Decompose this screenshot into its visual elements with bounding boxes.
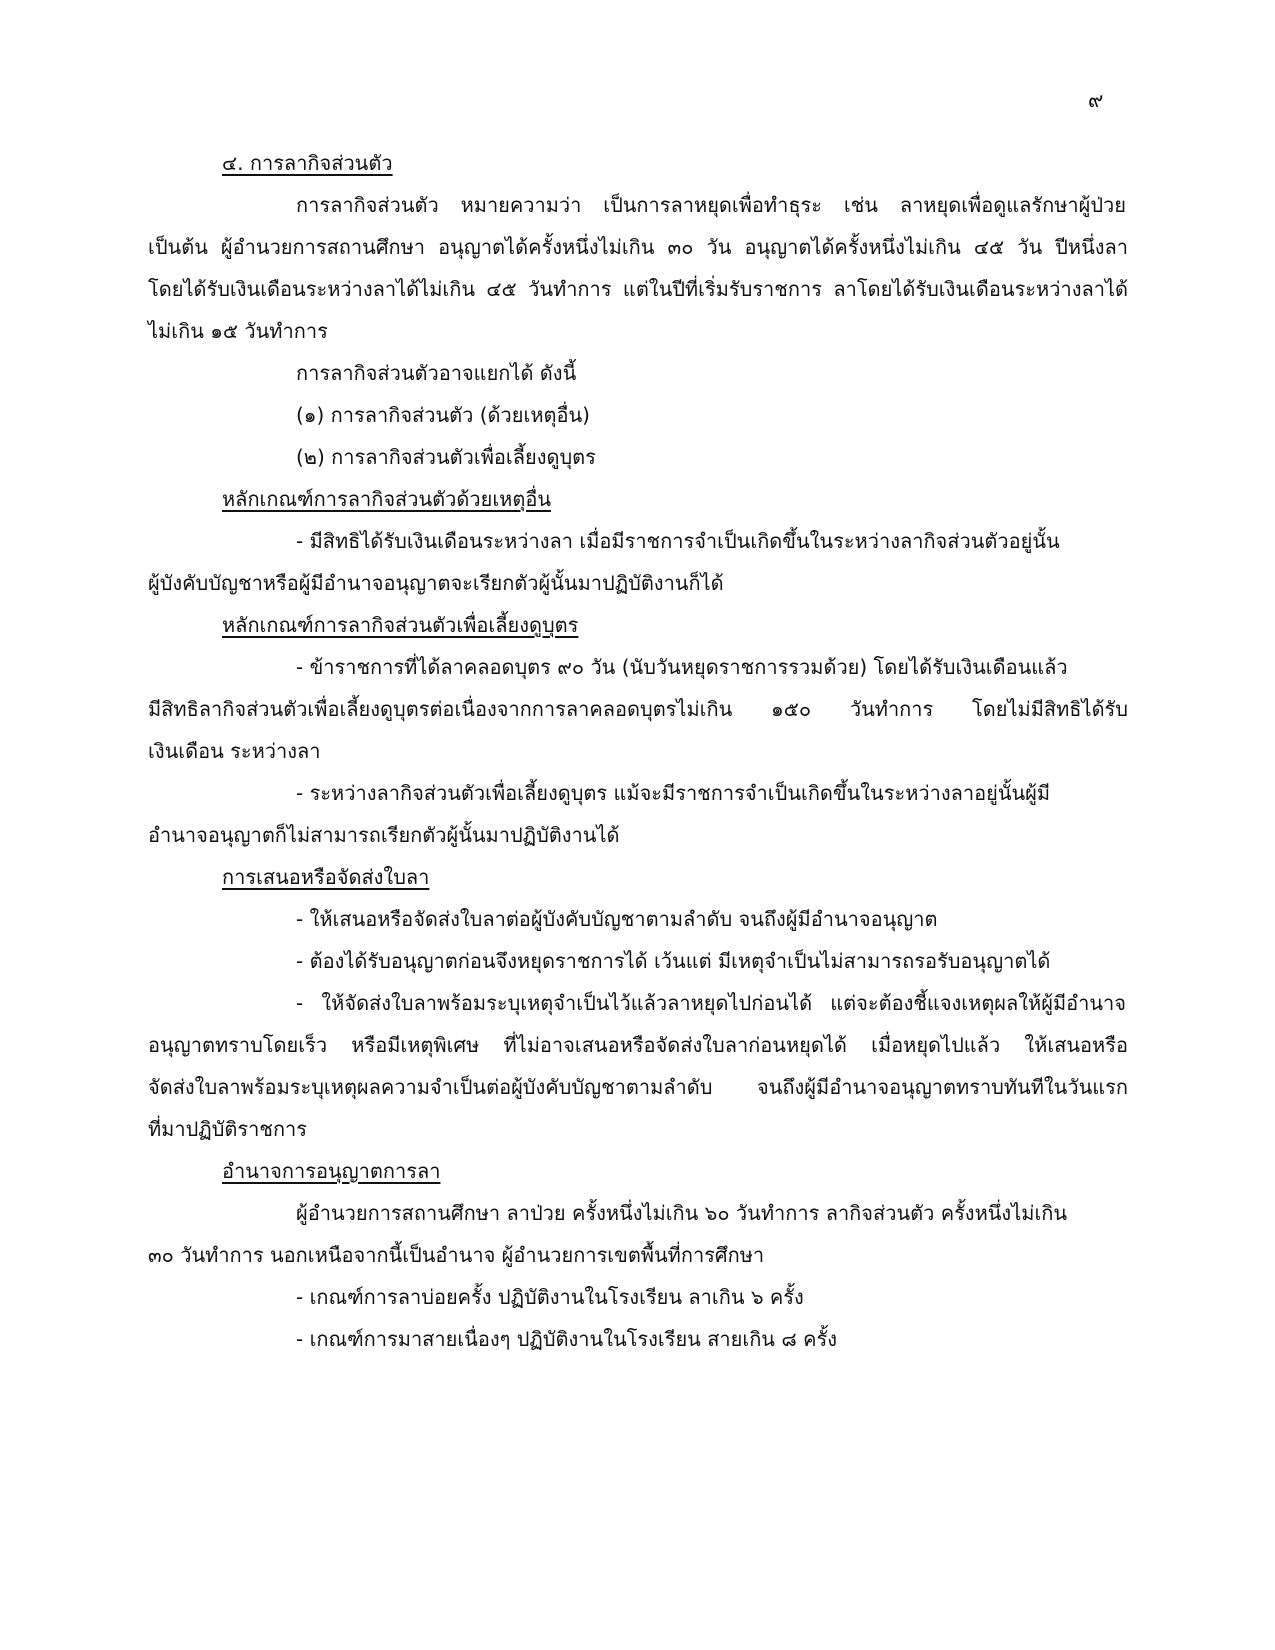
paragraph-line: มีสิทธิลากิจส่วนตัวเพื่อเลี้ยงดูบุตรต่อเนื่องจากการลาคลอดบุตรไม่เกิน ๑๕๐ วันทำการ โดยไม่มีสิทธิได้รับ bbox=[148, 697, 1128, 721]
paragraph-line: อนุญาตทราบโดยเร็ว หรือมีเหตุพิเศษ ที่ไม่อาจเสนอหรือจัดส่งใบลาก่อนหยุดได้ เมื่อหยุดไปแล้ว ให้เสนอหรือ bbox=[148, 1033, 1128, 1057]
paragraph-line: ผู้อำนวยการสถานศึกษา ลาป่วย ครั้งหนึ่งไม่เกิน ๖๐ วันทำการ ลากิจส่วนตัว ครั้งหนึ่งไม่เกิน bbox=[296, 1201, 1068, 1225]
paragraph-line: - มีสิทธิได้รับเงินเดือนระหว่างลา เมื่อมีราชการจำเป็นเกิดขึ้นในระหว่างลากิจส่วนตัวอยู่นั้น bbox=[296, 529, 1060, 553]
paragraph-line: ผู้บังคับบัญชาหรือผู้มีอำนาจอนุญาตจะเรียกตัวผู้นั้นมาปฏิบัติงานก็ได้ bbox=[148, 571, 724, 595]
paragraph-line: - เกณฑ์การลาบ่อยครั้ง ปฏิบัติงานในโรงเรียน ลาเกิน ๖ ครั้ง bbox=[296, 1285, 804, 1309]
paragraph-line: - ระหว่างลากิจส่วนตัวเพื่อเลี้ยงดูบุตร แม้จะมีราชการจำเป็นเกิดขึ้นในระหว่างลาอยู่นั้นผู้มี bbox=[296, 781, 1051, 805]
paragraph-line: - ให้เสนอหรือจัดส่งใบลาต่อผู้บังคับบัญชาตามลำดับ จนถึงผู้มีอำนาจอนุญาต bbox=[296, 907, 938, 931]
paragraph-line: การลากิจส่วนตัว หมายความว่า เป็นการลาหยุดเพื่อทำธุระ เช่น ลาหยุดเพื่อดูแลรักษาผู้ป่วย bbox=[296, 193, 1126, 217]
section-heading-personal-leave: ๔. การลากิจส่วนตัว bbox=[222, 151, 393, 175]
page-number: ๙ bbox=[1088, 88, 1104, 112]
paragraph-line: - ให้จัดส่งใบลาพร้อมระบุเหตุจำเป็นไว้แล้วลาหยุดไปก่อนได้ แต่จะต้องชี้แจงเหตุผลให้ผู้มีอำนาจ bbox=[296, 991, 1126, 1015]
paragraph-line: การลากิจส่วนตัวอาจแยกได้ ดังนี้ bbox=[296, 361, 577, 385]
paragraph-line: - เกณฑ์การมาสายเนื่องๆ ปฏิบัติงานในโรงเรียน สายเกิน ๘ ครั้ง bbox=[296, 1327, 838, 1351]
paragraph-line: อำนาจอนุญาตก็ไม่สามารถเรียกตัวผู้นั้นมาปฏิบัติงานได้ bbox=[148, 823, 620, 847]
paragraph-line: ที่มาปฏิบัติราชการ bbox=[148, 1117, 308, 1141]
paragraph-line: - ต้องได้รับอนุญาตก่อนจึงหยุดราชการได้ เว้นแต่ มีเหตุจำเป็นไม่สามารถรอรับอนุญาตได้ bbox=[296, 949, 1051, 973]
section-heading-authority: อำนาจการอนุญาตการลา bbox=[222, 1159, 441, 1183]
paragraph-line: ๓๐ วันทำการ นอกเหนือจากนี้เป็นอำนาจ ผู้อำนวยการเขตพื้นที่การศึกษา bbox=[148, 1243, 765, 1267]
paragraph-line: - ข้าราชการที่ได้ลาคลอดบุตร ๙๐ วัน (นับวันหยุดราชการรวมด้วย) โดยได้รับเงินเดือนแล้ว bbox=[296, 655, 1068, 679]
section-heading-submission: การเสนอหรือจัดส่งใบลา bbox=[222, 865, 430, 889]
paragraph-line: โดยได้รับเงินเดือนระหว่างลาได้ไม่เกิน ๔๕ วันทำการ แต่ในปีที่เริ่มรับราชการ ลาโดยได้รับเงินเดือนระหว่างลาได้ bbox=[148, 277, 1128, 301]
section-heading-childcare: หลักเกณฑ์การลากิจส่วนตัวเพื่อเลี้ยงดูบุตร bbox=[222, 613, 579, 637]
list-item: (๒) การลากิจส่วนตัวเพื่อเลี้ยงดูบุตร bbox=[296, 445, 596, 469]
paragraph-line: ไม่เกิน ๑๕ วันทำการ bbox=[148, 319, 328, 343]
section-heading-other-reason: หลักเกณฑ์การลากิจส่วนตัวด้วยเหตุอื่น bbox=[222, 487, 552, 511]
paragraph-line: จัดส่งใบลาพร้อมระบุเหตุผลความจำเป็นต่อผู้บังคับบัญชาตามลำดับ จนถึงผู้มีอำนาจอนุญาตทราบทันทีในวันแรก bbox=[148, 1075, 1128, 1099]
list-item: (๑) การลากิจส่วนตัว (ด้วยเหตุอื่น) bbox=[296, 403, 590, 427]
paragraph-line: เงินเดือน ระหว่างลา bbox=[148, 739, 321, 763]
paragraph-line: เป็นต้น ผู้อำนวยการสถานศึกษา อนุญาตได้ครั้งหนึ่งไม่เกิน ๓๐ วัน อนุญาตได้ครั้งหนึ่งไม่เกิน ๔๕ วัน ปีหนึ่งลา bbox=[148, 235, 1128, 259]
